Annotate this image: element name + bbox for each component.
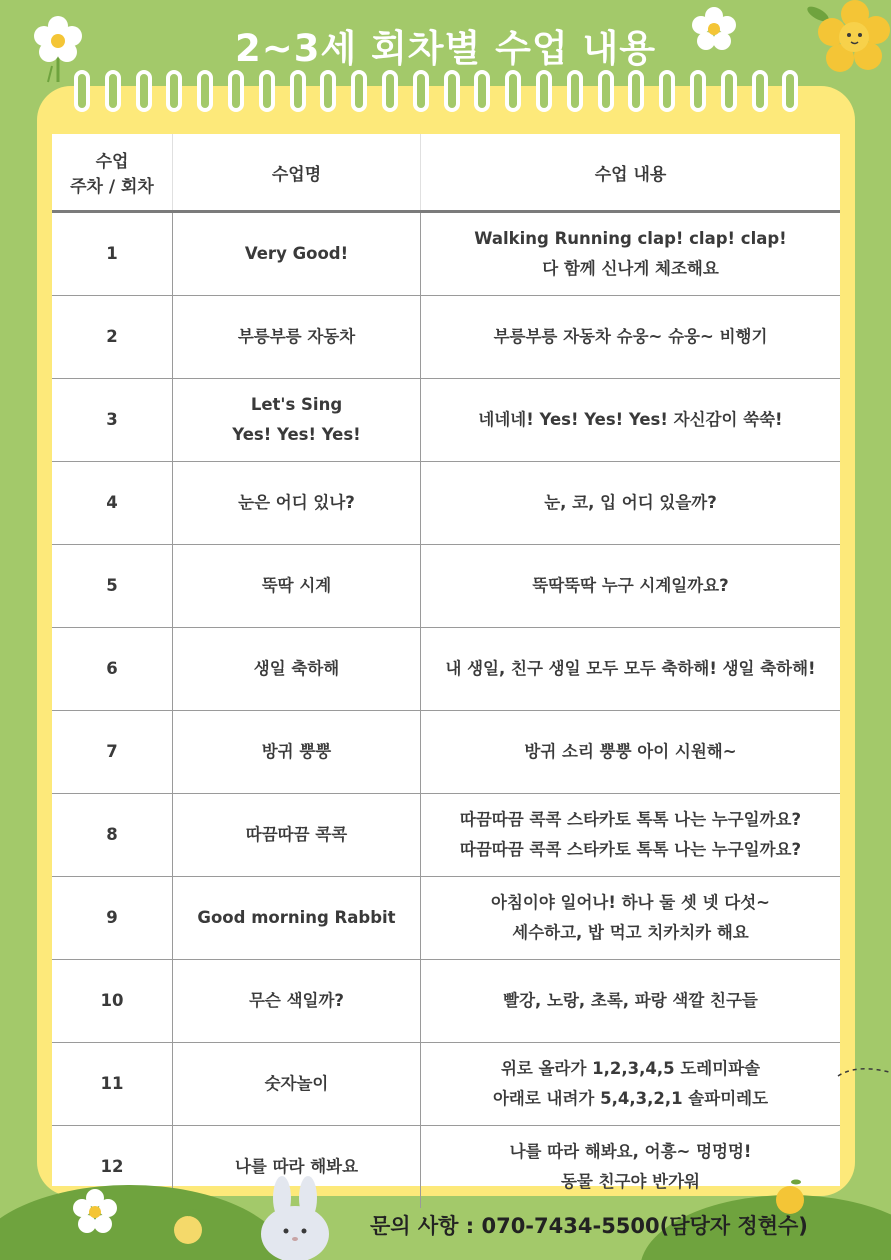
session-number: 3 (52, 379, 173, 462)
table-row (52, 545, 840, 628)
dashed-line-decoration (836, 1062, 891, 1082)
class-name: 생일 축하해 (173, 628, 421, 711)
table-row (52, 794, 840, 877)
class-content: 방귀 소리 뿡뿡 아이 시원해~ (421, 711, 841, 794)
table-row (52, 379, 840, 462)
table-row (52, 877, 840, 960)
class-content: 아침이야 일어나! 하나 둘 셋 넷 다섯~ 세수하고, 밥 먹고 치카치카 해요 (421, 877, 841, 960)
session-number: 7 (52, 711, 173, 794)
white-flower-icon (70, 1188, 120, 1238)
binder-ring (74, 70, 90, 112)
session-number: 2 (52, 296, 173, 379)
class-name: Very Good! (173, 212, 421, 296)
binder-ring (444, 70, 460, 112)
class-name: 무슨 색일까? (173, 960, 421, 1043)
class-content: 네네네! Yes! Yes! Yes! 자신감이 쑥쑥! (421, 379, 841, 462)
binder-ring (690, 70, 706, 112)
class-name: 눈은 어디 있나? (173, 462, 421, 545)
class-content: 나를 따라 해봐요, 어흥~ 멍멍멍! 동물 친구야 반가워 (421, 1126, 841, 1209)
header-week: 수업 주차 / 회차 (52, 134, 173, 212)
class-content: 내 생일, 친구 생일 모두 모두 축하해! 생일 축하해! (421, 628, 841, 711)
session-number: 4 (52, 462, 173, 545)
session-number: 10 (52, 960, 173, 1043)
page-title: 2~3세 회차별 수업 내용 (234, 27, 657, 70)
table-row (52, 462, 840, 545)
curriculum-table (52, 134, 840, 1208)
session-number: 11 (52, 1043, 173, 1126)
class-content: 뚝딱뚝딱 누구 시계일까요? (421, 545, 841, 628)
bunny-icon (250, 1176, 340, 1260)
class-name: 부릉부릉 자동차 (173, 296, 421, 379)
binder-ring (474, 70, 490, 112)
session-number: 12 (52, 1126, 173, 1209)
table-row (52, 212, 840, 296)
class-content: 눈, 코, 입 어디 있을까? (421, 462, 841, 545)
contact-info: 문의 사항 : 070-7434-5500(담당자 정현수) (370, 1214, 808, 1238)
session-number: 8 (52, 794, 173, 877)
table-row (52, 1043, 840, 1126)
table-row (52, 296, 840, 379)
binder-ring (567, 70, 583, 112)
table-row (52, 960, 840, 1043)
binder-ring (320, 70, 336, 112)
class-name: Good morning Rabbit (173, 877, 421, 960)
table-body (52, 212, 840, 1209)
class-name: 뚝딱 시계 (173, 545, 421, 628)
binder-ring (105, 70, 121, 112)
class-content: 빨강, 노랑, 초록, 파랑 색깔 친구들 (421, 960, 841, 1043)
class-content: Walking Running clap! clap! clap! 다 함께 신나게 체조해요 (421, 212, 841, 296)
apple-icon (168, 1206, 208, 1246)
binder-ring (382, 70, 398, 112)
table-row (52, 711, 840, 794)
binder-ring (721, 70, 737, 112)
binder-ring (659, 70, 675, 112)
binder-ring (351, 70, 367, 112)
class-name: 따끔따끔 콕콕 (173, 794, 421, 877)
header-content: 수업 내용 (421, 134, 841, 212)
binder-ring (166, 70, 182, 112)
session-number: 6 (52, 628, 173, 711)
binder-ring (290, 70, 306, 112)
class-name: Let's Sing Yes! Yes! Yes! (173, 379, 421, 462)
binder-ring (197, 70, 213, 112)
binder-ring (782, 70, 798, 112)
session-number: 9 (52, 877, 173, 960)
binder-ring (228, 70, 244, 112)
class-name: 숫자놀이 (173, 1043, 421, 1126)
binder-ring (136, 70, 152, 112)
class-content: 부릉부릉 자동차 슈웅~ 슈웅~ 비행기 (421, 296, 841, 379)
binder-ring (413, 70, 429, 112)
class-name: 나를 따라 해봐요 (173, 1126, 421, 1209)
class-content: 위로 올라가 1,2,3,4,5 도레미파솔 아래로 내려가 5,4,3,2,1 솔파미레도 (421, 1043, 841, 1126)
table-row (52, 628, 840, 711)
table-header-row (52, 134, 840, 212)
class-name: 방귀 뿡뿡 (173, 711, 421, 794)
session-number: 1 (52, 212, 173, 296)
binder-ring (752, 70, 768, 112)
hills-decoration (0, 1150, 891, 1260)
class-content: 따끔따끔 콕콕 스타카토 톡톡 나는 누구일까요? 따끔따끔 콕콕 스타카토 톡톡 나는 누구일까요? (421, 794, 841, 877)
session-number: 5 (52, 545, 173, 628)
header-name: 수업명 (173, 134, 421, 212)
binder-ring (628, 70, 644, 112)
binder-ring (536, 70, 552, 112)
binder-ring (598, 70, 614, 112)
binder-ring (259, 70, 275, 112)
binder-ring (505, 70, 521, 112)
